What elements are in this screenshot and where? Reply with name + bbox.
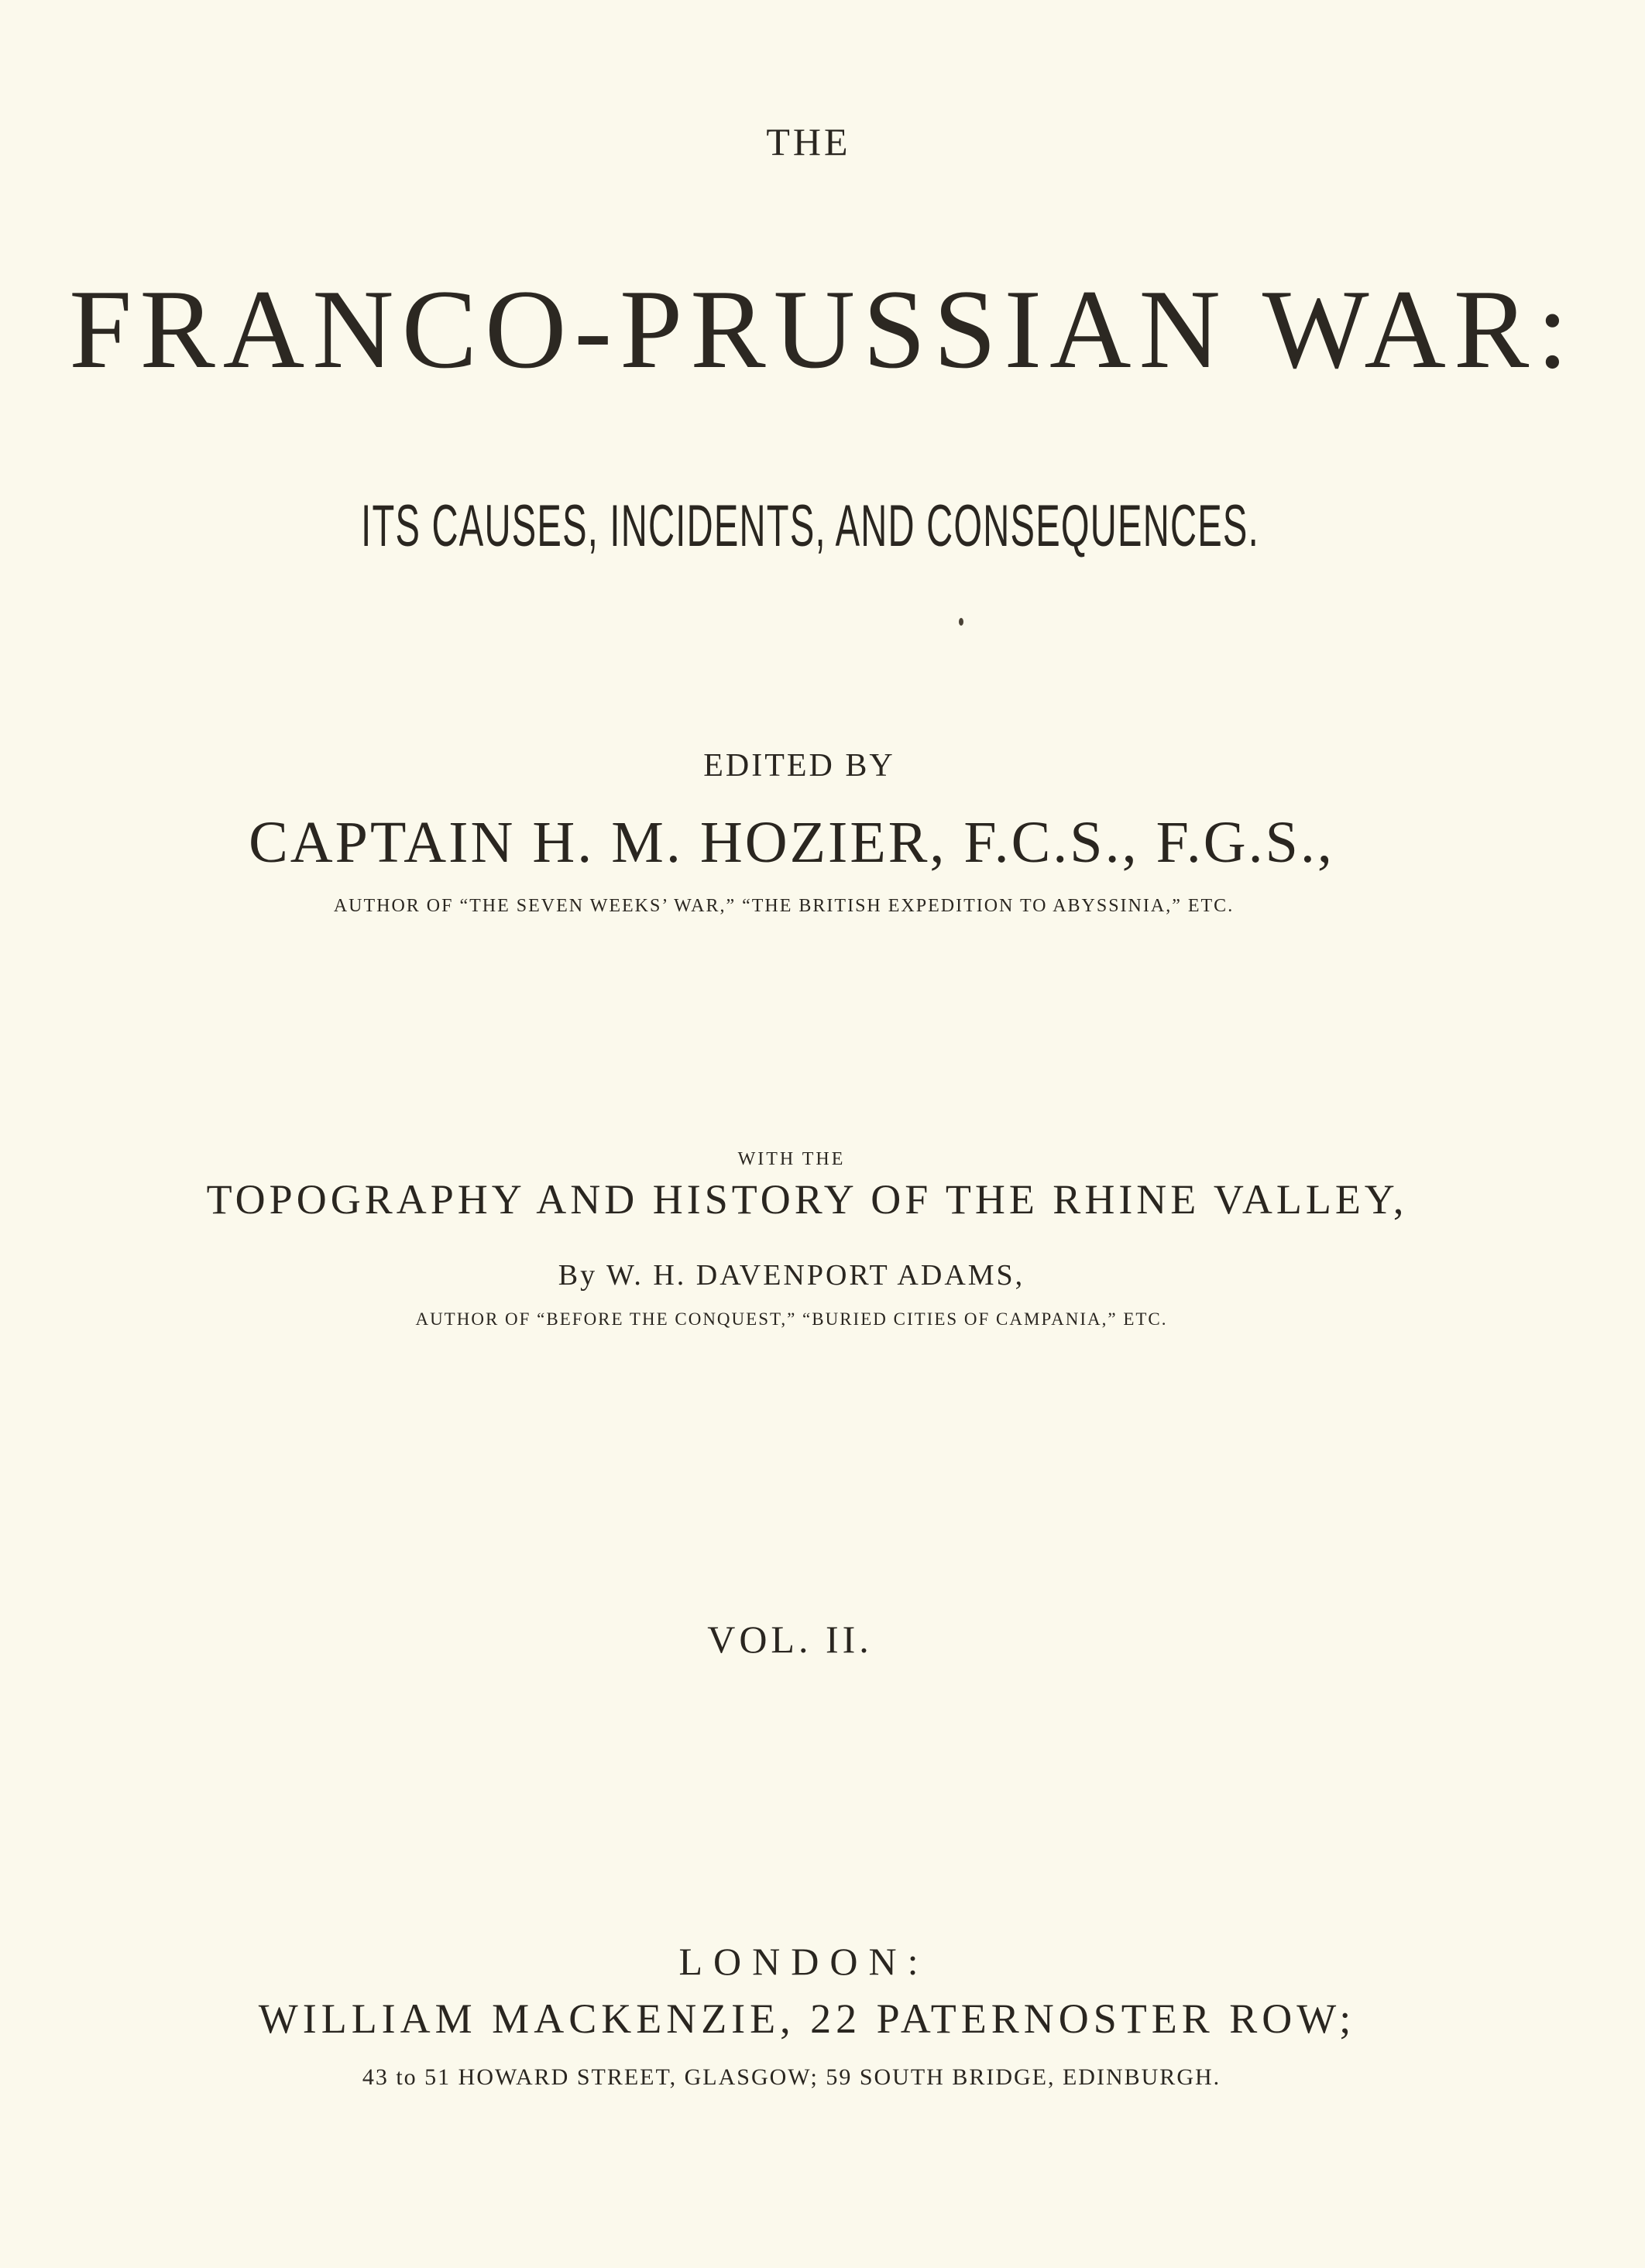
volume-number: VOL. II. — [707, 1618, 873, 1661]
title-article: THE — [766, 120, 851, 163]
supplement-title: TOPOGRAPHY AND HISTORY OF THE RHINE VALLEY, — [206, 1176, 1408, 1223]
publisher-line: WILLIAM MACKENZIE, 22 PATERNOSTER ROW; — [258, 1995, 1356, 2042]
editor-name: CAPTAIN H. M. HOZIER, F.C.S., F.G.S., — [249, 810, 1334, 875]
with-the-label: WITH THE — [737, 1149, 846, 1169]
editor-works: AUTHOR OF “THE SEVEN WEEKS’ WAR,” “THE BRITISH EXPEDITION TO ABYSSINIA,” ETC. — [333, 896, 1235, 916]
supplement-author: By W. H. DAVENPORT ADAMS, — [558, 1259, 1025, 1292]
supplement-author-works: AUTHOR OF “BEFORE THE CONQUEST,” “BURIED CITIES OF CAMPANIA,” ETC. — [415, 1309, 1168, 1329]
edited-by-label: EDITED BY — [703, 748, 895, 784]
ornament-dot — [959, 618, 963, 626]
main-title: FRANCO-PRUSSIAN WAR: — [69, 266, 1576, 392]
imprint-city: LONDON: — [678, 1940, 929, 1983]
subtitle: ITS CAUSES, INCIDENTS, AND CONSEQUENCES. — [361, 493, 1259, 559]
publisher-addresses: 43 to 51 HOWARD STREET, GLASGOW; 59 SOUTH BRIDGE, EDINBURGH. — [362, 2064, 1221, 2090]
